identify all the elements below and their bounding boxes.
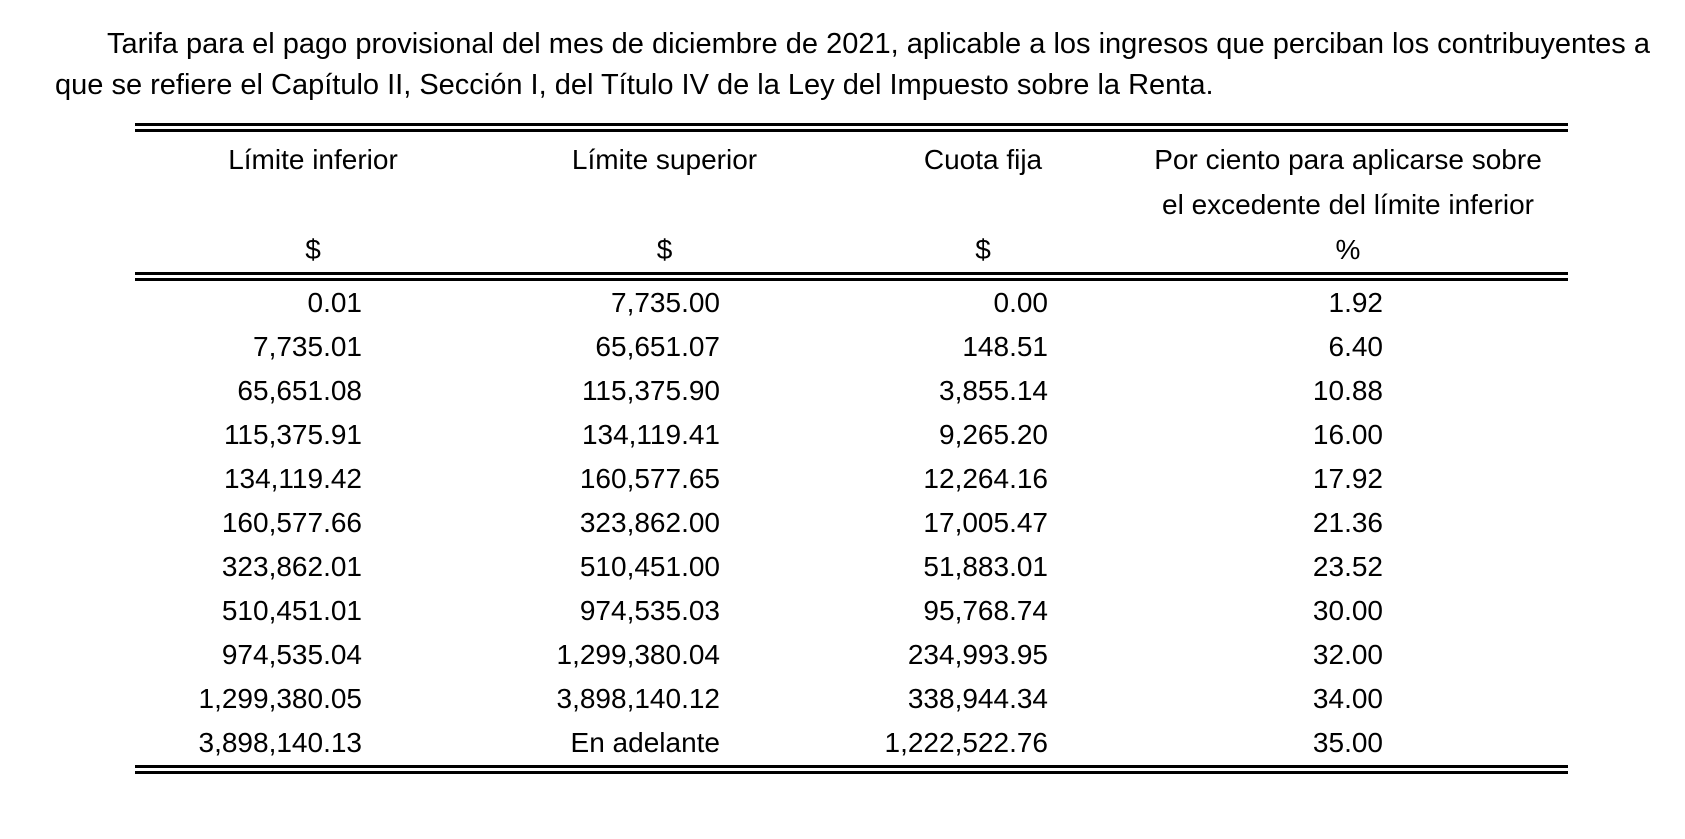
- column-label: [1128, 137, 1568, 227]
- table-cell: 9,265.20: [939, 419, 1048, 450]
- table-cell: 7,735.00: [611, 287, 720, 318]
- table-cell: 510,451.01: [221, 595, 362, 626]
- table-cell: 234,993.95: [907, 639, 1048, 670]
- table-cell: 160,577.65: [579, 463, 720, 494]
- column-header-por-ciento: [1128, 137, 1568, 272]
- column-unit: %: [1335, 234, 1361, 265]
- table-cell: 51,883.01: [923, 551, 1048, 582]
- table-cell: 115,375.90: [581, 375, 720, 406]
- column-header-limite-superior: [491, 137, 838, 272]
- table-row: [135, 457, 1568, 501]
- column-unit: $: [305, 234, 321, 265]
- table-cell: 1,222,522.76: [884, 727, 1048, 758]
- table-cell: 23.52: [1312, 551, 1383, 582]
- tariff-table: [135, 123, 1568, 774]
- table-row: [135, 721, 1568, 765]
- column-unit: $: [975, 234, 991, 265]
- table-cell: 32.00: [1312, 639, 1383, 670]
- table-cell: 30.00: [1312, 595, 1383, 626]
- table-cell: 10.88: [1312, 375, 1383, 406]
- table-cell: 3,898,140.12: [556, 683, 720, 714]
- column-label: [135, 137, 491, 227]
- table-cell: 1.92: [1328, 287, 1383, 318]
- table-cell: 17.92: [1312, 463, 1383, 494]
- column-label: [838, 137, 1128, 227]
- table-cell: 974,535.04: [221, 639, 362, 670]
- table-cell: 134,119.41: [581, 419, 720, 450]
- table-cell: 7,735.01: [253, 331, 362, 362]
- table-cell: 65,651.07: [595, 331, 720, 362]
- column-label-line: el excedente del límite inferior: [1162, 189, 1534, 220]
- table-cell: 0.00: [993, 287, 1048, 318]
- table-cell: 1,299,380.05: [198, 683, 362, 714]
- table-cell: 6.40: [1328, 331, 1383, 362]
- column-label-line: Límite inferior: [228, 144, 398, 175]
- table-cell: 34.00: [1312, 683, 1383, 714]
- column-label-line: Límite superior: [571, 144, 758, 175]
- table-cell: 12,264.16: [923, 463, 1048, 494]
- column-label-line: Cuota fija: [923, 144, 1043, 175]
- table-row: [135, 369, 1568, 413]
- table-cell: En adelante: [570, 727, 720, 758]
- column-label: [491, 137, 838, 227]
- table-cell: 17,005.47: [923, 507, 1048, 538]
- column-unit: $: [656, 234, 673, 265]
- table-cell: 65,651.08: [237, 375, 362, 406]
- table-cell: 323,862.01: [221, 551, 362, 582]
- table-cell: 338,944.34: [907, 683, 1048, 714]
- table-header: [135, 123, 1568, 281]
- table-row: [135, 633, 1568, 677]
- table-cell: 160,577.66: [221, 507, 362, 538]
- table-row: [135, 501, 1568, 545]
- table-cell: 21.36: [1312, 507, 1383, 538]
- table-cell: 3,855.14: [939, 375, 1048, 406]
- table-body: [135, 281, 1568, 774]
- table-cell: 510,451.00: [579, 551, 720, 582]
- table-row: [135, 677, 1568, 721]
- table-cell: 323,862.00: [579, 507, 720, 538]
- table-row: [135, 545, 1568, 589]
- table-cell: 16.00: [1312, 419, 1383, 450]
- table-row: [135, 325, 1568, 369]
- table-cell: 148.51: [962, 331, 1048, 362]
- table-cell: 95,768.74: [923, 595, 1048, 626]
- table-cell: 974,535.03: [579, 595, 720, 626]
- table-cell: 35.00: [1312, 727, 1383, 758]
- column-header-cuota-fija: [838, 137, 1128, 272]
- table-cell: 1,299,380.04: [556, 639, 720, 670]
- column-label-line: Por ciento para aplicarse sobre: [1154, 144, 1542, 175]
- table-row: [135, 281, 1568, 325]
- document-title: Tarifa para el pago provisional del mes de diciembre de 2021, aplicable a los ingresos que perciban los contribuyentes a que se refiere el Capítulo II, Sección I, del Título IV de la Ley del Impuesto sobre la Renta.: [55, 28, 1650, 101]
- table-cell: 0.01: [307, 287, 362, 318]
- table-cell: 134,119.42: [223, 463, 362, 494]
- table-cell: 115,375.91: [223, 419, 362, 450]
- table-row: [135, 413, 1568, 457]
- column-header-limite-inferior: [135, 137, 491, 272]
- table-row: [135, 589, 1568, 633]
- table-cell: 3,898,140.13: [198, 727, 362, 758]
